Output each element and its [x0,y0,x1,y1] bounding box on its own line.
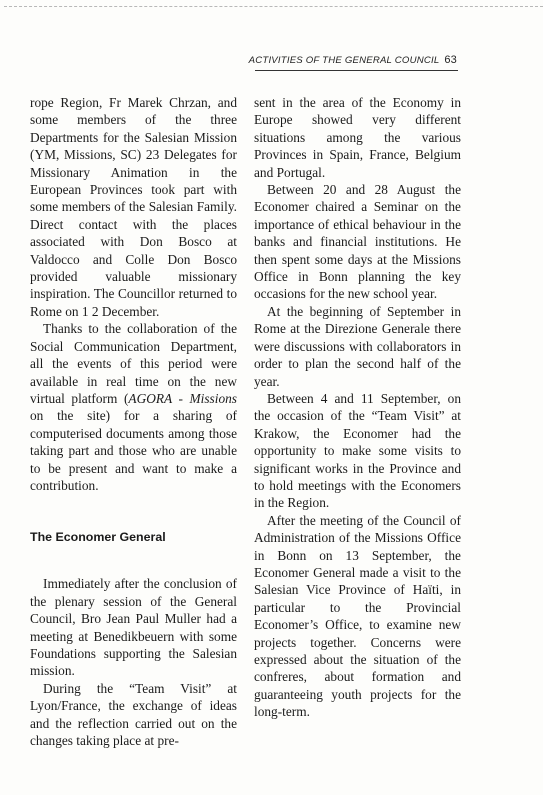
paragraph: At the beginning of September in Rome at the Direzione Generale there were discussions with collaborators in order to plan the second half of the year. [254,303,461,389]
paragraph [30,320,237,494]
platform-name: AGORA - Missions [128,390,237,406]
paragraph: Between 4 and 11 September, on the occasion of the “Team Visit” at Krakow, the Economer had the opportunity to make some visits to significant works in the Province and to hold meetings with the Economers in the Region. [254,390,461,511]
paragraph: sent in the area of the Economy in Europe showed very different situations among the various Provinces in Spain, France, Belgium and Portugal. [254,95,461,180]
page-number: 63 [444,54,457,66]
running-header [236,54,457,66]
paragraph: After the meeting of the Council of Administration of the Missions Office in Bonn on 13 September, the Economer General made a visit to the Salesian Vice Province of Haïti, in particular to the Provincial Economer’s Office, to examine new projects together. Concerns were expressed about the situation of the confreres, about formation and guaranteeing youth projects for the long-term. [254,512,461,720]
paragraph: rope Region, Fr Marek Chrzan, and some members of the three Departments for the Salesian Mission (YM, Missions, SC) 23 Delegates for Missionary Animation in the European Provinces took part with some members of the Salesian Family. Direct contact with the places associated with Don Bosco at Valdocco and Colle Don Bosco provided valuable missionary inspiration. The Councillor returned to Rome on 1 2 December. [30,95,237,319]
paragraph: During the “Team Visit” at Lyon/France, the exchange of ideas and the reflection carried out on the changes taking place at pre- [30,680,237,748]
header-rule [255,70,458,71]
right-column [254,94,461,721]
paragraph-text: on the site) for a sharing of computerised documents among those taking part and those who are unable to be present and want to make a contribution. [30,408,237,493]
paragraph: Immediately after the conclusion of the plenary session of the General Council, Bro Jean Paul Muller had a meeting at Benedikbeuern with some Foundations supporting the Salesian mission. [30,576,237,679]
paragraph: Between 20 and 28 August the Economer chaired a Seminar on the importance of ethical behaviour in the banks and financial institutions. He then spent some days at the Missions Office in Bonn planning the key occasions for the new school year. [254,182,461,302]
running-title: ACTIVITIES OF THE GENERAL COUNCIL [248,55,440,66]
paragraph-text: Thanks to the collaboration of the Social Communication Department, all the events of this period were available in real time on the new virtual platform ( [30,321,237,406]
top-edge-rule [4,6,543,7]
left-column [30,94,237,749]
section-heading: The Economer General [30,530,166,545]
